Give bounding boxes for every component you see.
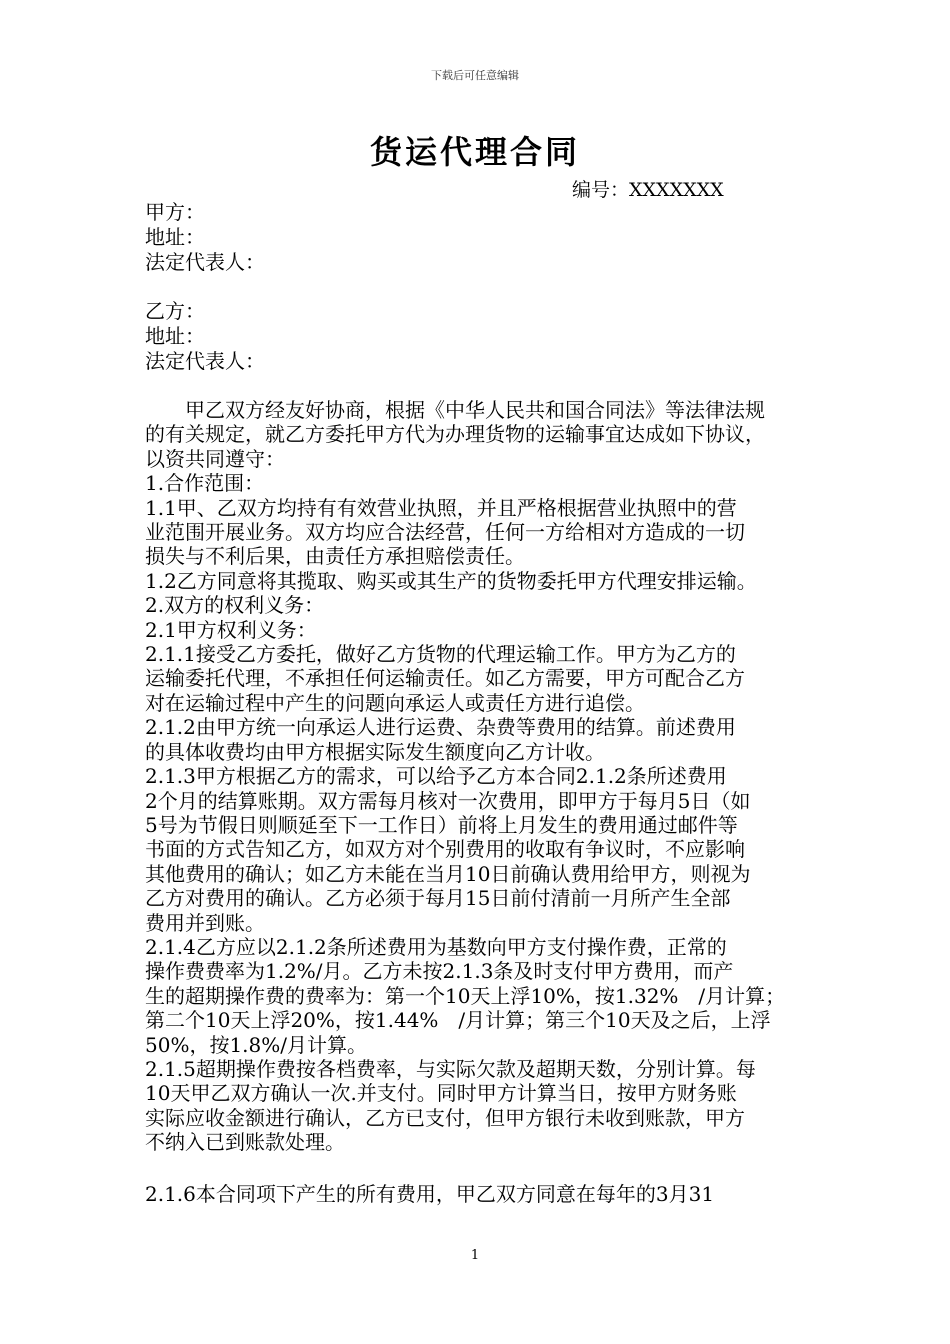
party-a-address-label: 地址： bbox=[145, 225, 205, 249]
body-line: 的有关规定，就乙方委托甲方代为办理货物的运输事宜达成如下协议， bbox=[145, 422, 765, 447]
body-line: 运输委托代理，不承担任何运输责任。如乙方需要，甲方可配合乙方 bbox=[145, 666, 745, 691]
body-line: 不纳入已到账款处理。 bbox=[145, 1130, 345, 1155]
body-line: 业范围开展业务。双方均应合法经营，任何一方给相对方造成的一切 bbox=[145, 520, 745, 545]
body-line: 2.双方的权利义务： bbox=[145, 593, 325, 618]
body-line: 2.1甲方权利义务： bbox=[145, 617, 317, 642]
contract-body-continued-line: 2.1.6本合同项下产生的所有费用，甲乙双方同意在每年的3月31 bbox=[145, 1182, 715, 1206]
body-line: 以资共同遵守： bbox=[145, 446, 285, 471]
body-line: 实际应收金额进行确认，乙方已支付，但甲方银行未收到账款，甲方 bbox=[145, 1105, 745, 1130]
contract-number: 编号：XXXXXXX bbox=[572, 179, 724, 201]
document-title: 货运代理合同 bbox=[369, 133, 580, 171]
body-line: 2.1.5超期操作费按各档费率，与实际欠款及超期天数，分别计算。每 bbox=[145, 1056, 756, 1081]
body-line: 第二个10天上浮20%，按1.44% /月计算；第三个10天及之后，上浮 bbox=[145, 1008, 771, 1033]
body-line: 其他费用的确认；如乙方未能在当月10日前确认费用给甲方，则视为 bbox=[145, 861, 751, 886]
body-line: 2个月的结算账期。双方需每月核对一次费用，即甲方于每月5日（如 bbox=[145, 788, 751, 813]
body-line: 5号为节假日则顺延至下一工作日）前将上月发生的费用通过邮件等 bbox=[145, 812, 738, 837]
body-line: 1.1甲、乙双方均持有有效营业执照，并且严格根据营业执照中的营 bbox=[145, 495, 737, 520]
party-b-representative-label: 法定代表人： bbox=[145, 349, 265, 373]
page-number: 1 bbox=[470, 1248, 480, 1263]
body-line: 2.1.4乙方应以2.1.2条所述费用为基数向甲方支付操作费，正常的 bbox=[145, 934, 727, 959]
party-b-address-label: 地址： bbox=[145, 324, 205, 348]
body-line: 1.2乙方同意将其揽取、购买或其生产的货物委托甲方代理安排运输。 bbox=[145, 568, 757, 593]
body-line: 损失与不利后果，由责任方承担赔偿责任。 bbox=[145, 544, 525, 569]
body-line: 1.合作范围： bbox=[145, 471, 265, 496]
body-line: 对在运输过程中产生的问题向承运人或责任方进行追偿。 bbox=[145, 690, 645, 715]
party-b-name-label: 乙方： bbox=[145, 299, 205, 323]
body-line: 费用并到账。 bbox=[145, 910, 265, 935]
body-line: 50%，按1.8%/月计算。 bbox=[145, 1032, 368, 1057]
contract-body bbox=[145, 398, 825, 1155]
body-line: 10天甲乙双方确认一次.并支付。同时甲方计算当日，按甲方财务账 bbox=[145, 1081, 737, 1106]
body-line: 书面的方式告知乙方，如双方对个别费用的收取有争议时，不应影响 bbox=[145, 837, 745, 862]
header-note: 下载后可任意编辑 bbox=[431, 69, 519, 82]
body-line: 2.1.1接受乙方委托，做好乙方货物的代理运输工作。甲方为乙方的 bbox=[145, 642, 736, 667]
body-line: 生的超期操作费的费率为：第一个10天上浮10%，按1.32% /月计算； bbox=[145, 983, 786, 1008]
body-line: 乙方对费用的确认。乙方必须于每月15日前付清前一月所产生全部 bbox=[145, 886, 731, 911]
body-line: 2.1.2由甲方统一向承运人进行运费、杂费等费用的结算。前述费用 bbox=[145, 715, 736, 740]
body-line: 的具体收费均由甲方根据实际发生额度向乙方计收。 bbox=[145, 739, 605, 764]
body-line: 操作费费率为1.2%/月。乙方未按2.1.3条及时支付甲方费用，而产 bbox=[145, 959, 734, 984]
party-a-representative-label: 法定代表人： bbox=[145, 250, 265, 274]
body-line: 甲乙双方经友好协商，根据《中华人民共和国合同法》等法律法规 bbox=[145, 398, 765, 422]
body-line: 2.1.3甲方根据乙方的需求，可以给予乙方本合同2.1.2条所述费用 bbox=[145, 764, 727, 789]
party-a-name-label: 甲方： bbox=[145, 200, 205, 224]
